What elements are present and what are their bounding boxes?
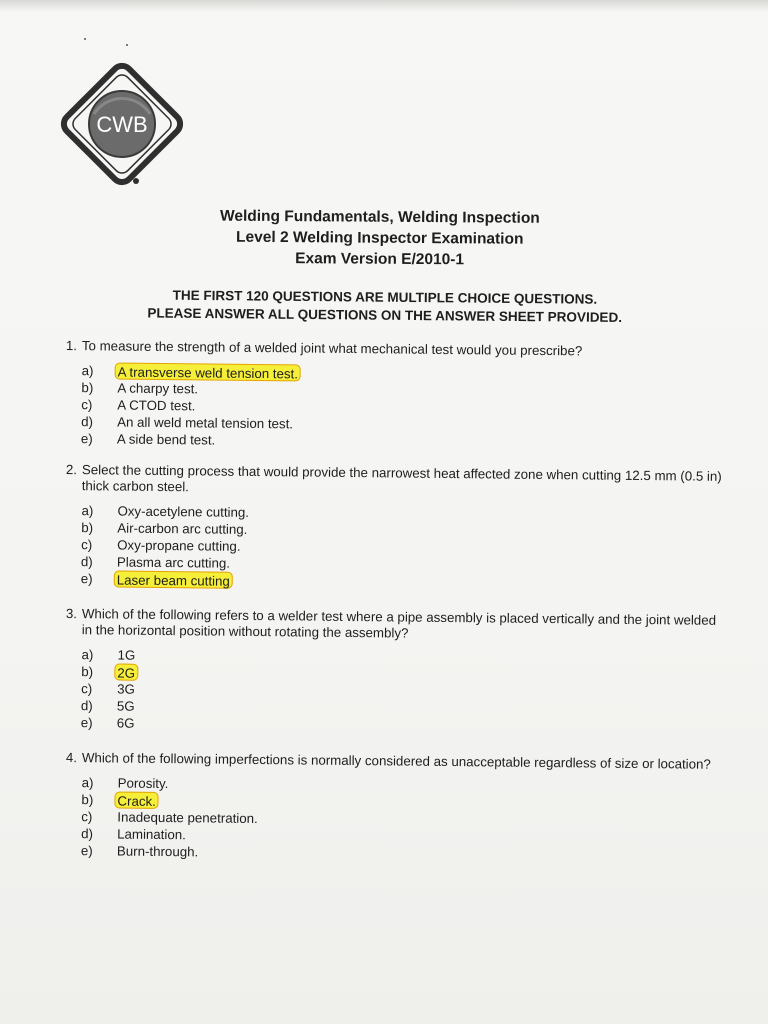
- question-2: [65, 462, 726, 594]
- question-number: 2.: [65, 462, 78, 478]
- option-text: A side bend test.: [116, 431, 216, 448]
- notice-line-2: PLEASE ANSWER ALL QUESTIONS ON THE ANSWER SHEET PROVIDED.: [147, 305, 623, 326]
- option-text: A charpy test.: [117, 380, 199, 397]
- question-1: [65, 338, 726, 454]
- question-number: 1.: [65, 338, 78, 354]
- answer-options: [81, 646, 726, 738]
- option-text: Inadequate penetration.: [117, 809, 258, 827]
- option-letter: e): [80, 843, 93, 859]
- option-text: Lamination.: [117, 826, 186, 843]
- option-letter: b): [81, 380, 94, 396]
- option-letter: d): [81, 826, 94, 842]
- option-letter: b): [81, 664, 94, 680]
- scan-edge-shadow: [0, 0, 768, 12]
- logo-text: CWB: [96, 112, 148, 137]
- question-text: Which of the following refers to a welder test where a pipe assembly is placed vertically and the joint welded in the horizontal position without rotating the assembly?: [81, 606, 717, 641]
- option-text: An all weld metal tension test.: [117, 414, 294, 432]
- answer-options: [81, 502, 726, 594]
- option-letter: c): [81, 809, 93, 825]
- option-letter: c): [81, 681, 93, 697]
- header-line-3: Exam Version E/2010-1: [295, 250, 465, 269]
- option-text: A CTOD test.: [117, 397, 196, 414]
- cwb-diamond-logo-icon: [60, 62, 184, 186]
- highlighted-answer: Laser beam cutting: [114, 571, 233, 589]
- option-letter: a): [81, 503, 94, 519]
- option-text: Air-carbon arc cutting.: [117, 520, 248, 537]
- option-text: 5G: [116, 698, 135, 714]
- option-text: Porosity.: [117, 775, 169, 792]
- option-letter: a): [81, 775, 94, 791]
- option-letter: c): [81, 537, 93, 553]
- exam-header: [130, 205, 630, 271]
- header-line-1: Welding Fundamentals, Welding Inspection: [219, 207, 540, 227]
- notice-line-1: THE FIRST 120 QUESTIONS ARE MULTIPLE CHOICE QUESTIONS.: [172, 287, 598, 307]
- answer-options: [81, 774, 726, 866]
- option-text: 1G: [117, 647, 136, 663]
- question-text: To measure the strength of a welded joint what mechanical test would you prescribe?: [81, 338, 583, 359]
- option-letter: b): [81, 520, 94, 536]
- option-letter: d): [81, 414, 94, 430]
- option-letter: d): [80, 698, 93, 714]
- highlighted-answer: A transverse weld tension test.: [115, 363, 302, 382]
- scan-speck: [126, 44, 128, 46]
- question-text: Select the cutting process that would provide the narrowest heat affected zone when cutting 12.5 mm (0.5 in) thick carbon steel.: [81, 462, 722, 495]
- question-4: [65, 750, 726, 866]
- header-line-2: Level 2 Welding Inspector Examination: [236, 228, 524, 248]
- option-text: 3G: [117, 681, 135, 697]
- scan-speck: [84, 38, 86, 40]
- option-text: Plasma arc cutting.: [116, 554, 231, 571]
- instructions-notice: [100, 286, 670, 327]
- option-letter: e): [80, 715, 93, 731]
- question-3: [65, 606, 726, 738]
- option-letter: a): [81, 647, 94, 663]
- highlighted-answer: Crack.: [114, 792, 159, 809]
- option-letter: d): [80, 554, 93, 570]
- question-number: 3.: [65, 606, 78, 622]
- answer-options: [81, 362, 726, 454]
- option-letter: b): [81, 792, 94, 808]
- highlighted-answer: 2G: [114, 664, 138, 681]
- option-letter: c): [81, 397, 93, 413]
- question-text: Which of the following imperfections is normally considered as unacceptable regardless of size or location?: [81, 750, 711, 772]
- option-letter: e): [80, 431, 93, 447]
- option-letter: a): [81, 363, 94, 379]
- question-number: 4.: [65, 750, 78, 766]
- option-text: Oxy-acetylene cutting.: [117, 503, 250, 520]
- option-text: 6G: [116, 715, 135, 731]
- option-text: Oxy-propane cutting.: [117, 537, 241, 554]
- option-letter: e): [80, 571, 93, 587]
- option-text: Burn-through.: [116, 843, 199, 860]
